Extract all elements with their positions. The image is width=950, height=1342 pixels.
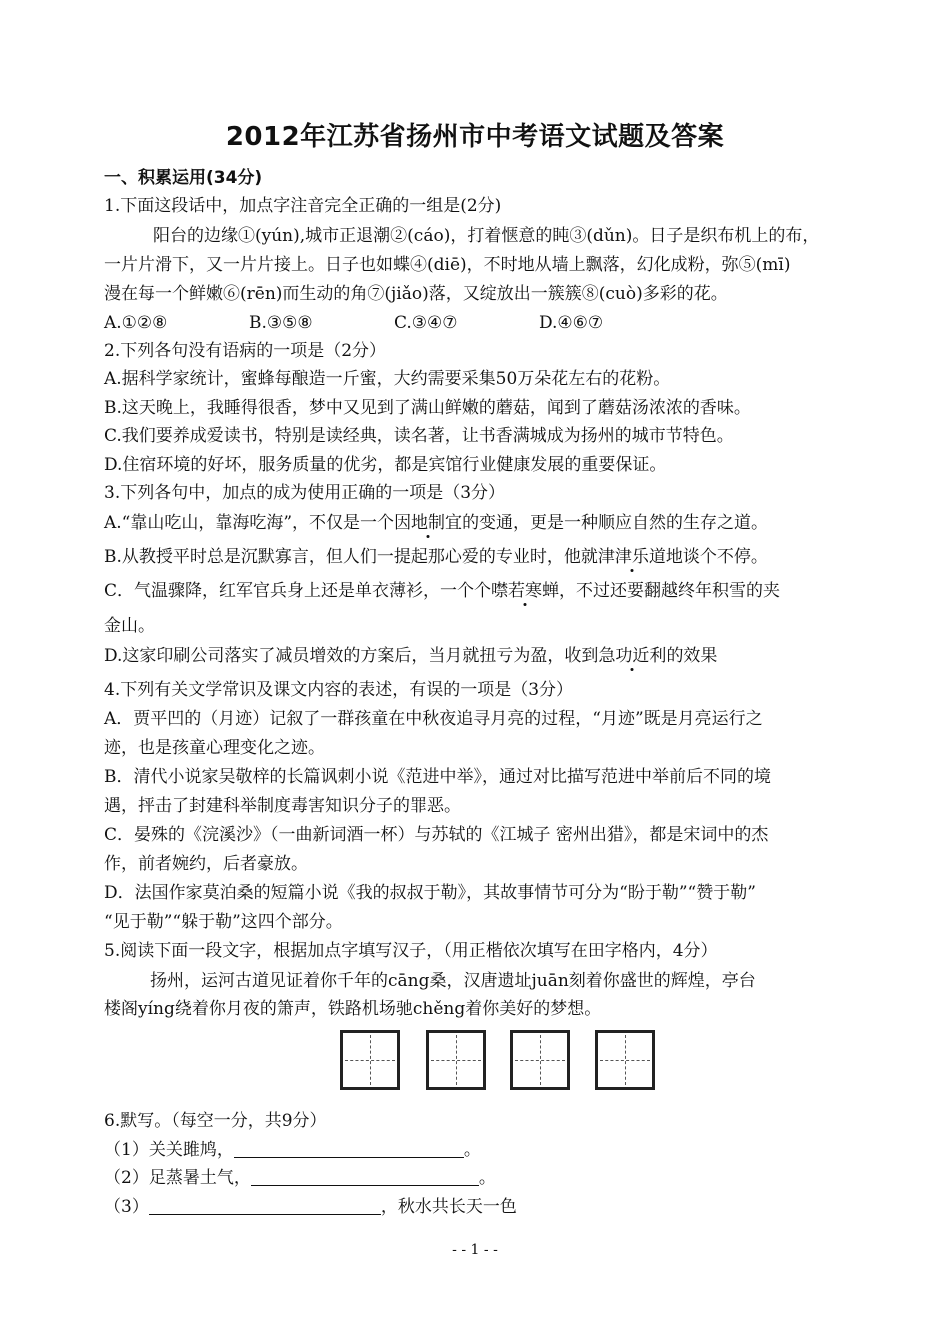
- question-1-stem: 1.下面这段话中，加点字注音完全正确的一组是(2分): [104, 196, 502, 216]
- question-1-passage-line-2: 一片片滑下，又一片片接上。日子也如蝶④(diē)，不时地从墙上飘落，幻化成粉，弥⑤(mī): [104, 255, 791, 275]
- page-title: 2012年江苏省扬州市中考语文试题及答案: [225, 122, 725, 152]
- text: 的变通，更是一种顺应自然的生存之道。: [462, 513, 769, 533]
- question-4-option-c: C．晏殊的《浣溪沙》（一曲新词酒一杯）与苏轼的《江城子 密州出猎》，都是宋词中的杰: [104, 825, 769, 845]
- text: 的效果: [666, 646, 718, 666]
- question-4-option-a-cont: 迹，也是孩童心理变化之迹。: [104, 738, 325, 758]
- text: A.“靠山吃山，靠海吃海”，不仅是一个: [104, 513, 395, 533]
- option-d: D.④⑥⑦: [539, 313, 604, 333]
- grid-cell-3[interactable]: [510, 1030, 570, 1090]
- question-2-option-c: C.我们要养成爱读书，特别是读经典，读名著，让书香满城成为扬州的城市节特色。: [104, 426, 734, 446]
- grid-cell-2[interactable]: [426, 1030, 486, 1090]
- text: B.从教授平时总是沉默寡言，但人们一提起那心爱的专业时，他就: [104, 547, 598, 567]
- question-5-passage-line-2: 楼阁yíng绕着你月夜的箫声，铁路机场驰chěng着你美好的梦想。: [104, 999, 602, 1019]
- text: （2）足蒸暑土气，: [104, 1168, 251, 1188]
- question-5-stem: 5.阅读下面一段文字，根据加点字填写汉子，（用正楷依次填写在田字格内，4分）: [104, 941, 718, 961]
- question-2-option-d: D.住宿环境的好坏，服务质量的优劣，都是宾馆行业健康发展的重要保证。: [104, 455, 667, 475]
- text: D.这家印刷公司落实了减员增效的方案后，当月就扭亏为盈，收到: [104, 646, 599, 666]
- dotted-idiom: 因地制宜: [394, 513, 463, 533]
- answer-blank[interactable]: [234, 1139, 464, 1158]
- question-6-stem: 6.默写。（每空一分，共9分）: [104, 1111, 327, 1131]
- text: ，不过还要翻越终年积雪的夹: [559, 581, 781, 601]
- question-1-options: [104, 311, 684, 335]
- question-3-option-c-cont: 金山。: [104, 616, 155, 636]
- page-number: - - 1 - -: [452, 1242, 498, 1258]
- question-3-option-c: [104, 579, 780, 603]
- answer-blank[interactable]: [149, 1196, 381, 1215]
- question-4-option-d-cont: “见于勒”“躲于勒”这四个部分。: [104, 912, 343, 932]
- dotted-idiom: 急功近利: [598, 646, 667, 666]
- question-4-option-b-cont: 遇，抨击了封建科举制度毒害知识分子的罪恶。: [104, 796, 461, 816]
- question-5-passage-line-1: 扬州，运河古道见证着你千年的cāng桑，汉唐遗址juān刻着你盛世的辉煌，亭台: [150, 971, 756, 991]
- text: （1）关关雎鸠，: [104, 1140, 234, 1160]
- question-2-option-b: B.这天晚上，我睡得很香，梦中又见到了满山鲜嫩的蘑菇，闻到了蘑菇汤浓浓的香味。: [104, 398, 751, 418]
- option-c: C.③④⑦: [394, 313, 458, 333]
- question-3-option-b: [104, 545, 768, 569]
- question-1-passage-line-1: 阳台的边缘①(yún),城市正退潮②(cáo)，打着惬意的盹③(dǔn)。日子是织布机上的布，: [153, 226, 820, 246]
- dotted-idiom: 津津乐道: [597, 547, 666, 567]
- question-6-item-3: [104, 1195, 517, 1219]
- section-heading: 一、积累运用(34分): [104, 168, 263, 188]
- question-3-option-d: [104, 644, 717, 668]
- tianzige-grid: [340, 1030, 670, 1098]
- question-4-stem: 4.下列有关文学常识及课文内容的表述，有误的一项是（3分）: [104, 680, 574, 700]
- question-4-option-c-cont: 作，前者婉约，后者豪放。: [104, 854, 308, 874]
- question-4-option-b: B．清代小说家吴敬梓的长篇讽刺小说《范进中举》，通过对比描写范进中举前后不同的境: [104, 767, 771, 787]
- text: （3）: [104, 1197, 149, 1217]
- question-6-item-1: [104, 1138, 481, 1162]
- text: 。: [478, 1168, 496, 1188]
- question-4-option-a: A．贾平凹的（月迹）记叙了一群孩童在中秋夜追寻月亮的过程，“月迹”既是月亮运行之: [104, 709, 763, 729]
- option-a: A.①②⑧: [104, 313, 168, 333]
- dotted-idiom: 噤若寒蝉: [491, 581, 560, 601]
- text: C．气温骤降，红军官兵身上还是单衣薄衫，一个个: [104, 581, 492, 601]
- question-6-item-2: [104, 1166, 496, 1190]
- question-3-stem: 3.下列各句中，加点的成为使用正确的一项是（3分）: [104, 483, 506, 503]
- question-2-stem: 2.下列各句没有语病的一项是（2分）: [104, 341, 387, 361]
- grid-cell-4[interactable]: [595, 1030, 655, 1090]
- answer-blank[interactable]: [251, 1167, 479, 1186]
- grid-cell-1[interactable]: [340, 1030, 400, 1090]
- text: 地谈个不停。: [665, 547, 768, 567]
- option-b: B.③⑤⑧: [249, 313, 313, 333]
- question-2-option-a: A.据科学家统计，蜜蜂每酿造一斤蜜，大约需要采集50万朵花左右的花粉。: [104, 369, 671, 389]
- question-1-passage-line-3: 漫在每一个鲜嫩⑥(rēn)而生动的角⑦(jiǎo)落，又绽放出一簇簇⑧(cuò)多彩的花。: [104, 284, 728, 304]
- text: ，秋水共长天一色: [380, 1197, 517, 1217]
- text: 。: [463, 1140, 481, 1160]
- question-4-option-d: D．法国作家莫泊桑的短篇小说《我的叔叔于勒》，其故事情节可分为“盼于勒”“赞于勒”: [104, 883, 756, 903]
- question-3-option-a: [104, 511, 768, 535]
